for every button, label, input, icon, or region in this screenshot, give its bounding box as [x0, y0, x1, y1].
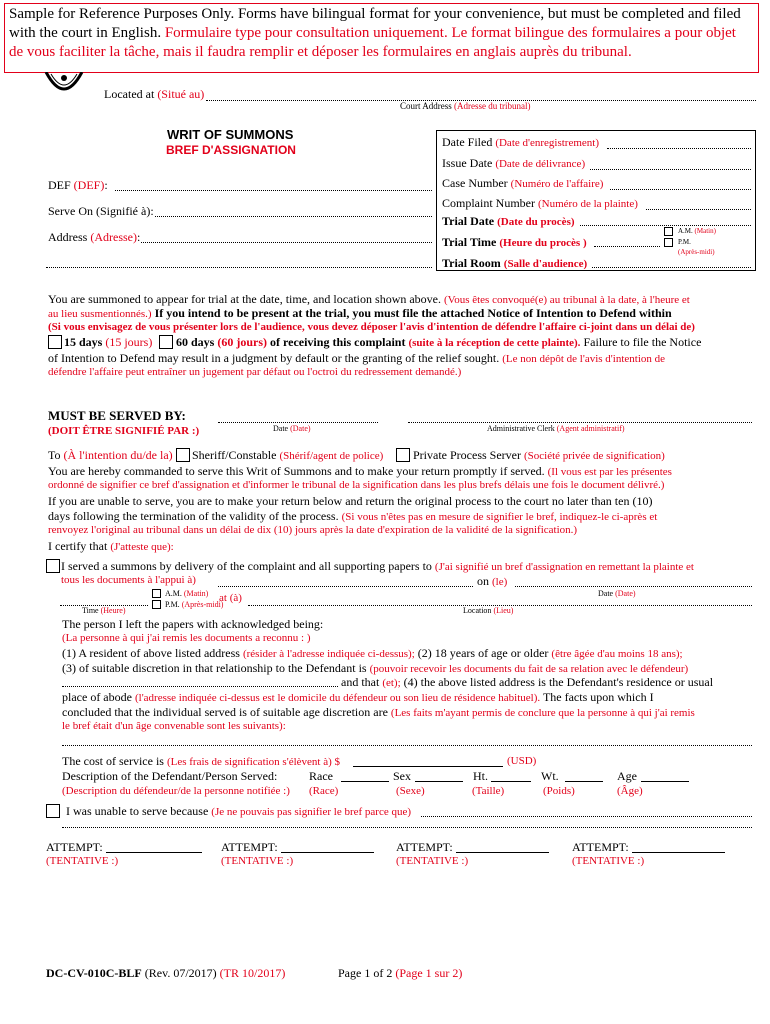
discretion-text-fr: (pouvoir recevoir les documents du fait de sa relation avec le défendeur) [369, 663, 689, 675]
sheriff-label: Sheriff/Constable [192, 448, 277, 462]
served-pm-label-fr: (Après-midi) [181, 600, 224, 609]
attempt-label: ATTEMPT: [46, 840, 103, 854]
days15-label: 15 days [64, 335, 103, 349]
sheriff-label-fr: (Shérif/agent de police) [279, 450, 384, 462]
to-label: To [48, 448, 61, 462]
trial-pm-label: P.M. [678, 238, 691, 246]
clerk-signature-field[interactable] [408, 422, 752, 423]
serve-on-label: Serve On [48, 204, 93, 218]
attempt-label: ATTEMPT: [221, 840, 278, 854]
facts-field[interactable] [62, 745, 752, 746]
attempt-label-fr: (TENTATIVE :) [221, 855, 294, 867]
cost-label-fr: (Les frais de signification s'élèvent à) $ [166, 756, 340, 768]
served-date-label-fr: (Date) [615, 589, 636, 598]
facts-text-fr-2: le bref était d'un âge convenable sont les suivants): [62, 720, 286, 732]
trial-room-label: Trial Room [442, 256, 501, 270]
serve-on-label-fr: (Signifié à) [96, 204, 151, 218]
ht-label-fr: (Taille) [472, 785, 505, 797]
banner-en-line1: Sample for Reference Purposes Only. Forms have bilingual format for your convenience, but must be completed and filed [9, 6, 741, 22]
served-location-label: Location [463, 606, 492, 615]
summons-p2-fr: au lieu susmentionnés.) [48, 308, 152, 320]
date-filed-field[interactable] [607, 148, 751, 149]
wt-label: Wt. [541, 769, 559, 783]
wt-field[interactable] [565, 781, 603, 782]
age-label: Age [617, 769, 637, 783]
attempt-field-3[interactable] [456, 852, 549, 853]
certify-label-fr: (J'atteste que): [110, 541, 174, 553]
desc-label-fr: (Description du défendeur/de la personne notifiée :) [62, 785, 290, 797]
unable-label-fr: (Je ne pouvais pas signifier le bref parce que) [211, 806, 412, 818]
age-field[interactable] [641, 781, 689, 782]
command-text-fr: (Il vous est par les présentes [547, 466, 672, 478]
desc-label: Description of the Defendant/Person Served: [62, 769, 278, 783]
abode-text-fr: (l'adresse indiquée ci-dessus est le domicile du défendeur ou son lieu de résidence habituel). [134, 692, 541, 704]
attempt-field-4[interactable] [632, 852, 725, 853]
unable-checkbox[interactable] [46, 804, 60, 818]
race-label: Race [309, 769, 333, 783]
served-text-fr: (J'ai signifié un bref d'assignation en remettant la plainte et [434, 561, 694, 573]
banner-fr-line1: Formulaire type pour consultation uniquement. Le format bilingue des formulaires a pour objet [164, 25, 736, 41]
served-by-date-label-fr: (Date) [290, 424, 311, 433]
banner-en-line2: with the court in English. [9, 25, 162, 41]
days60-label: 60 days [176, 335, 215, 349]
summons-p6-fr: défendre l'affaire peut entraîner un jugement par défaut ou l'octroi du redressement demandé.) [48, 366, 462, 378]
ht-label: Ht. [473, 769, 488, 783]
race-field[interactable] [341, 781, 389, 782]
summons-p5: of Intention to Defend may result in a judgment by default or the granting of the relief sought. [48, 351, 500, 365]
trial-time-field[interactable] [594, 246, 660, 247]
complaint-number-label: Complaint Number [442, 196, 535, 210]
date-filed-label-fr: (Date d'enregistrement) [495, 137, 600, 149]
served-pm-checkbox[interactable] [152, 600, 161, 609]
located-at-label: Located at [104, 87, 155, 101]
trial-date-label: Trial Date [442, 214, 495, 228]
sex-label-fr: (Sexe) [396, 785, 425, 797]
failure-text: Failure to file the Notice [583, 335, 702, 349]
clerk-label-fr: (Agent administratif) [556, 424, 625, 433]
banner-fr-line2: de vous faciliter la tâche, mais il faudra remplir et déposer les formulaires en anglais auprès du tribunal. [9, 44, 632, 60]
form-rev: (Rev. 07/2017) [144, 966, 217, 980]
unable-instruction: If you are unable to serve, you are to make your return below and return the original process to the court no later than ten (10) [48, 494, 653, 508]
and-that-text-fr: (et); [382, 677, 401, 689]
court-seal [44, 72, 84, 102]
attempt-field-2[interactable] [281, 852, 374, 853]
form-title-fr: BREF D'ASSIGNATION [166, 143, 296, 157]
sheriff-checkbox[interactable] [176, 448, 190, 462]
on-label-fr: (le) [492, 576, 508, 588]
served-checkbox[interactable] [46, 559, 60, 573]
person-left-l1: The person I left the papers with acknowledged being: [62, 617, 324, 631]
cost-label: The cost of service is [62, 754, 164, 768]
discretion-text: (3) of suitable discretion in that relationship to the Defendant is [62, 661, 367, 675]
def-field[interactable] [115, 190, 432, 191]
abode-text-2: place of abode [62, 690, 132, 704]
facts-text-2: concluded that the individual served is of suitable age discretion are [62, 705, 388, 719]
served-am-label: A.M. [165, 589, 182, 598]
race-label-fr: (Race) [309, 785, 339, 797]
court-address-label-fr: (Adresse du tribunal) [454, 101, 531, 111]
served-text-fr-2: tous les documents à l'appui à) [61, 574, 196, 586]
unable-instruction-fr: (Si vous n'êtes pas en mesure de signifier le bref, indiquez-le ci-après et [341, 511, 658, 523]
served-time-label-fr: (Heure) [100, 606, 126, 615]
trial-am-label-fr: (Matin) [694, 227, 716, 235]
served-am-label-fr: (Matin) [183, 589, 209, 598]
at-label: at (à) [219, 592, 242, 604]
facts-text: The facts upon which I [542, 690, 654, 704]
address-field-1[interactable] [141, 242, 432, 243]
certify-label: I certify that [48, 539, 108, 553]
summons-p2-bold: If you intend to be present at the trial, you must file the attached Notice of Intention to Defend within [154, 306, 672, 320]
form-tr: (TR 10/2017) [219, 966, 286, 980]
complaint-number-label-fr: (Numéro de la plainte) [538, 198, 638, 210]
trial-time-label-fr: (Heure du procès ) [499, 237, 587, 249]
after-complaint-fr: (suite à la réception de cette plainte). [408, 337, 581, 349]
to-label-fr: (À l'intention du/de la) [63, 448, 173, 462]
summons-p5-fr: (Le non dépôt de l'avis d'intention de [502, 353, 666, 365]
case-number-label: Case Number [442, 176, 508, 190]
age-18-text-fr: (être âgée d'au moins 18 ans); [551, 648, 683, 660]
summons-p1: You are summoned to appear for trial at the date, time, and location shown above. [48, 292, 442, 306]
issue-date-label-fr: (Date de délivrance) [495, 158, 586, 170]
unable-instruction-2: days following the termination of the validity of the process. [48, 509, 339, 523]
ht-field[interactable] [491, 781, 531, 782]
age-18-text: (2) 18 years of age or older [417, 646, 549, 660]
trial-date-field[interactable] [580, 225, 751, 226]
command-text-fr-2: ordonné de signifier ce bref d'assignation et d'informer le tribunal de la signification dans les plus brefs délais une fois le document délivré.) [48, 479, 665, 491]
wt-label-fr: (Poids) [543, 785, 575, 797]
attempt-label-fr: (TENTATIVE :) [46, 855, 119, 867]
resident-text-fr: (résider à l'adresse indiquée ci-dessus); [242, 648, 415, 660]
served-date-label: Date [598, 589, 614, 598]
age-label-fr: (Âge) [617, 785, 643, 797]
issue-date-label: Issue Date [442, 156, 493, 170]
attempt-label-fr: (TENTATIVE :) [396, 855, 469, 867]
serve-on-field[interactable] [155, 216, 432, 217]
days15-label-fr: (15 jours) [105, 335, 153, 349]
abode-text: (4) the above listed address is the Defendant's residence or usual [403, 675, 714, 689]
trial-pm-label-fr: (Après-midi) [678, 248, 715, 256]
address-field-2[interactable] [46, 267, 432, 268]
case-number-field[interactable] [610, 189, 751, 190]
summons-p1-fr: (Vous êtes convoqué(e) au tribunal à la date, à l'heure et [444, 294, 690, 306]
page-number-fr: (Page 1 sur 2) [395, 966, 463, 980]
and-that-text: and that [341, 675, 380, 689]
def-label-fr: (DEF) [73, 178, 105, 192]
sex-label: Sex [393, 769, 411, 783]
trial-time-label: Trial Time [442, 235, 497, 249]
summons-p3-fr: (Si vous envisagez de vous présenter lors de l'audience, vous devez déposer l'avis d'intention de défendre l'affaire ci-joint dans un délai de) [48, 321, 695, 333]
served-am-checkbox[interactable] [152, 589, 161, 598]
form-title: WRIT OF SUMMONS [167, 127, 294, 142]
served-location-label-fr: (Lieu) [493, 606, 514, 615]
trial-am-label: A.M. [678, 227, 693, 235]
served-by-date-field[interactable] [218, 422, 378, 423]
trial-date-label-fr: (Date du procès) [497, 216, 575, 228]
days60-label-fr: (60 jours) [217, 335, 268, 349]
after-complaint: of receiving this complaint [270, 335, 406, 349]
court-address-label: Court Address [400, 101, 452, 111]
attempt-label: ATTEMPT: [396, 840, 453, 854]
relationship-field[interactable] [62, 686, 338, 687]
unable-label: I was unable to serve because [66, 804, 209, 818]
def-label: DEF [48, 178, 71, 192]
days15-checkbox[interactable] [48, 335, 62, 349]
on-label: on [477, 574, 489, 588]
trial-pm-checkbox[interactable] [664, 238, 673, 247]
served-by-date-label: Date [273, 424, 289, 433]
reference-banner [4, 3, 759, 73]
page-number: Page 1 of 2 [338, 966, 393, 980]
attempt-label: ATTEMPT: [572, 840, 629, 854]
served-text: I served a summons by delivery of the complaint and all supporting papers to [61, 559, 432, 573]
address-label-fr: (Adresse) [90, 230, 137, 244]
served-on-date-field[interactable] [515, 586, 752, 587]
unable-field[interactable] [421, 816, 752, 817]
served-time-label: Time [82, 606, 99, 615]
located-at-label-fr: (Situé au) [157, 87, 205, 101]
unable-instruction-fr-2: renvoyez l'original au tribunal dans un délai de dix (10) jours après la date d'expiration de la validité de la signification.) [48, 524, 578, 536]
case-number-label-fr: (Numéro de l'affaire) [510, 178, 604, 190]
private-server-checkbox[interactable] [396, 448, 410, 462]
cost-usd-label: (USD) [507, 755, 537, 767]
complaint-number-field[interactable] [646, 209, 751, 210]
resident-text: (1) A resident of above listed address [62, 646, 240, 660]
date-filed-label: Date Filed [442, 135, 493, 149]
clerk-label: Administrative Clerk [487, 424, 555, 433]
form-id: DC-CV-010C-BLF [46, 966, 142, 980]
facts-text-fr: (Les faits m'ayant permis de conclure que la personne à qui j'ai remis [390, 707, 695, 719]
cost-field[interactable] [353, 766, 503, 767]
attempt-label-fr: (TENTATIVE :) [572, 855, 645, 867]
command-text: You are hereby commanded to serve this Writ of Summons and to make your return promptly if served. [48, 464, 545, 478]
private-server-label-fr: (Société privée de signification) [523, 450, 665, 462]
address-label: Address [48, 230, 88, 244]
issue-date-field[interactable] [590, 169, 751, 170]
person-left-l2-fr: (La personne à qui j'ai remis les documents a reconnu : ) [62, 632, 311, 644]
sex-field[interactable] [415, 781, 463, 782]
trial-room-field[interactable] [592, 267, 751, 268]
trial-am-checkbox[interactable] [664, 227, 673, 236]
private-server-label: Private Process Server [413, 448, 521, 462]
unable-field-2[interactable] [62, 827, 752, 828]
served-pm-label: P.M. [165, 600, 180, 609]
attempt-field-1[interactable] [106, 852, 202, 853]
served-by-title: MUST BE SERVED BY: [48, 408, 186, 423]
served-by-title-fr: (DOIT ÊTRE SIGNIFIÉ PAR :) [48, 425, 200, 437]
trial-room-label-fr: (Salle d'audience) [503, 258, 588, 270]
served-to-field[interactable] [218, 586, 473, 587]
days60-checkbox[interactable] [159, 335, 173, 349]
